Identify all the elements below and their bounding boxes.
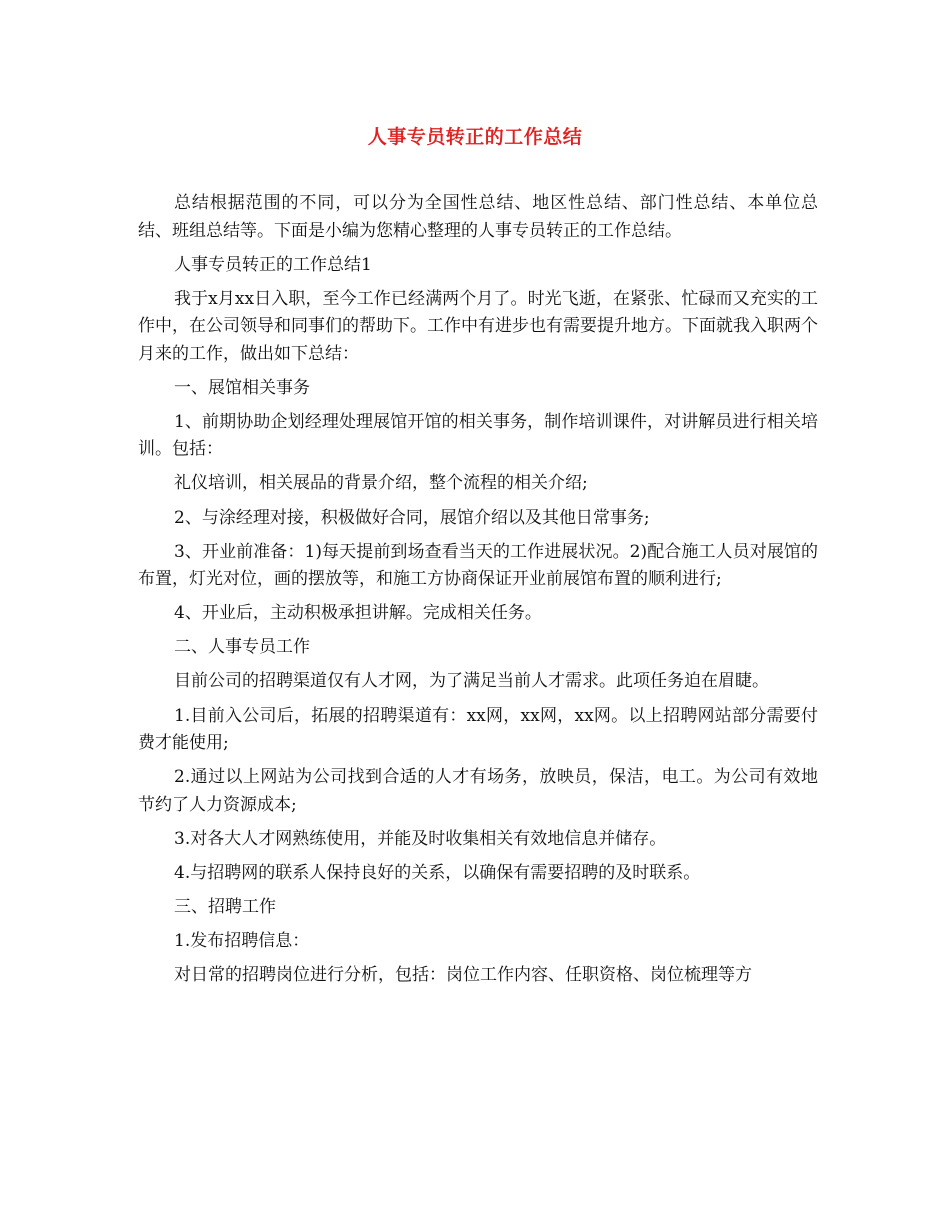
- paragraph-intro: 总结根据范围的不同，可以分为全国性总结、地区性总结、部门性总结、本单位总结、班组总结等。下面是小编为您精心整理的人事专员转正的工作总结。: [138, 193, 818, 241]
- paragraph: 1.发布招聘信息：: [174, 931, 310, 951]
- paragraph: 3.对各大人才网熟练使用，并能及时收集相关有效地信息并储存。: [174, 828, 667, 849]
- paragraph-subtitle: 人事专员转正的工作总结1: [174, 254, 372, 275]
- paragraph: 3、开业前准备：1)每天提前到场查看当天的工作进展状况。2)配合施工人员对展馆的布置，灯光对位，画的摆放等，和施工方协商保证开业前展馆布置的顺利进行;: [138, 541, 818, 590]
- paragraph: 礼仪培训，相关展品的背景介绍，整个流程的相关介绍;: [174, 473, 588, 494]
- section-heading: 二、人事专员工作: [174, 637, 310, 658]
- paragraph: 我于x月xx日入职，至今工作已经满两个月了。时光飞逝，在紧张、忙碌而又充实的工作中，在公司领导和同事们的帮助下。工作中有进步也有需要提升地方。下面就我入职两个月来的工作，做出如下总结：: [138, 288, 818, 364]
- paragraph: 1、前期协助企划经理处理展馆开馆的相关事务，制作培训课件，对讲解员进行相关培训。包括：: [138, 411, 818, 460]
- paragraph: 2、与涂经理对接，积极做好合同，展馆介绍以及其他日常事务;: [174, 507, 650, 528]
- paragraph: 目前公司的招聘渠道仅有人才网，为了满足当前人才需求。此项任务迫在眉睫。: [174, 671, 769, 692]
- paragraph: 对日常的招聘岗位进行分析，包括：岗位工作内容、任职资格、岗位梳理等方: [174, 965, 752, 986]
- paragraph: 2.通过以上网站为公司找到合适的人才有场务，放映员，保洁，电工。为公司有效地节约了人力资源成本;: [138, 767, 818, 815]
- section-heading: 三、招聘工作: [174, 896, 276, 917]
- paragraph: 4.与招聘网的联系人保持良好的关系，以确保有需要招聘的及时联系。: [174, 862, 701, 883]
- document-body: [138, 190, 818, 996]
- section-heading: 一、展馆相关事务: [174, 377, 310, 398]
- paragraph: 1.目前入公司后，拓展的招聘渠道有：xx网，xx网，xx网。以上招聘网站部分需要付费才能使用;: [138, 705, 818, 754]
- document-title: 人事专员转正的工作总结: [367, 126, 583, 148]
- paragraph: 4、开业后，主动积极承担讲解。完成相关任务。: [174, 603, 542, 624]
